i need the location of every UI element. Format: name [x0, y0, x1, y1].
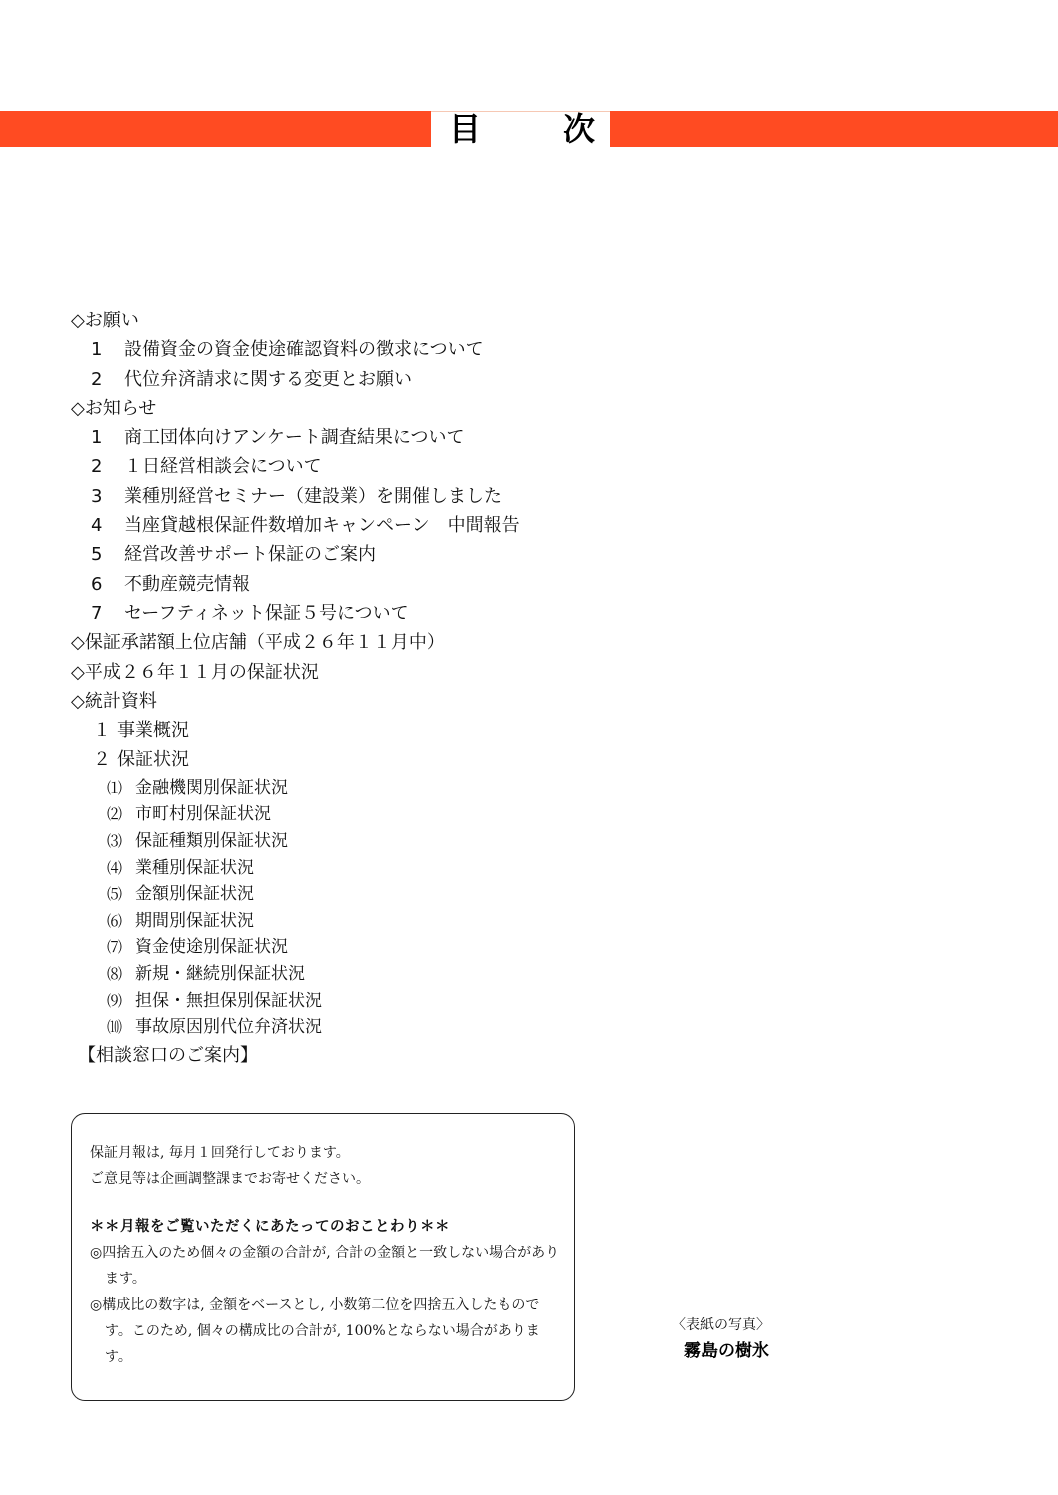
toc-subitem-number: ⑴ [107, 778, 123, 797]
toc-subitem-label: 業種別保証状況 [135, 857, 254, 878]
toc-item-label: 事業概況 [117, 720, 189, 742]
toc-subitem-label: 金融機関別保証状況 [135, 777, 288, 798]
toc-item [71, 540, 691, 569]
page-title [431, 111, 610, 147]
notice-box [71, 1113, 575, 1401]
toc-item-label: 代位弁済請求に関する変更とお願い [124, 368, 412, 390]
toc-item-number: 1 [91, 427, 103, 449]
title-bar-left-stripe [0, 111, 431, 147]
toc-item-number: 4 [91, 515, 103, 537]
toc-subitem-number: ⑷ [107, 858, 123, 877]
toc-item-number: ２ [93, 749, 111, 771]
toc-subitem [71, 988, 691, 1015]
toc-item-label: 設備資金の資金使途確認資料の徴求について [124, 339, 484, 361]
toc-item-number: 2 [91, 368, 103, 390]
toc-item-label: １日経営相談会について [124, 456, 322, 478]
notice-ratio-note: ◎構成比の数字は, 金額をベースとし, 小数第二位を四捨五入したものです。このため, 個々の構成比の合計が, 100%とならない場合があります。 [90, 1297, 540, 1365]
toc-subitem-number: ⑵ [107, 805, 123, 824]
toc-subitem-label: 金額別保証状況 [135, 884, 254, 905]
page-title-char-1: 目 [449, 110, 482, 148]
toc-subitem [71, 1014, 691, 1041]
toc-subitem [71, 908, 691, 935]
toc-item [71, 423, 691, 452]
toc-item-number: 3 [91, 485, 103, 507]
toc-item [71, 745, 691, 774]
toc-item-number: 6 [91, 573, 103, 595]
toc-subitem-number: ⑹ [107, 911, 123, 930]
notice-publication-line: 保証月報は, 毎月１回発行しております。 [90, 1145, 350, 1161]
notice-feedback-line: ご意見等は企画調整課までお寄せください。 [90, 1171, 370, 1187]
cover-photo-caption [672, 1314, 832, 1363]
toc-subitem-number: ⑺ [107, 938, 123, 957]
table-of-contents [71, 306, 691, 1070]
toc-consultation-window: 【相談窓口のご案内】 [78, 1044, 258, 1066]
toc-subitem [71, 828, 691, 855]
toc-subitem-label: 資金使途別保証状況 [135, 937, 288, 958]
toc-subitem [71, 775, 691, 802]
toc-item [71, 335, 691, 364]
toc-subitem-number: ⑸ [107, 885, 123, 904]
toc-item [71, 599, 691, 628]
toc-item-label: 保証状況 [117, 749, 189, 771]
toc-item-label: セーフティネット保証５号について [124, 602, 409, 624]
toc-section-heading: ◇保証承諾額上位店舗（平成２６年１１月中） [71, 632, 445, 654]
toc-section-heading: ◇平成２６年１１月の保証状況 [71, 661, 319, 683]
toc-item-label: 不動産競売情報 [124, 573, 250, 595]
toc-item-number: 2 [91, 456, 103, 478]
toc-subitem-label: 担保・無担保別保証状況 [135, 990, 322, 1011]
title-bar-right-stripe [610, 111, 1058, 147]
page-title-char-2: 次 [562, 110, 595, 148]
toc-item [71, 570, 691, 599]
toc-subitem-label: 期間別保証状況 [135, 910, 254, 931]
notice-rounding-note: ◎四捨五入のため個々の金額の合計が, 合計の金額と一致しない場合があります。 [90, 1245, 560, 1287]
toc-subitem-number: ⑻ [107, 964, 123, 983]
notice-disclaimer-heading: ＊＊月報をご覧いただくにあたってのおことわり＊＊ [90, 1219, 450, 1235]
toc-item-label: 業種別経営セミナー（建設業）を開催しました [124, 485, 502, 507]
toc-item-number: 5 [91, 544, 103, 566]
toc-item [71, 511, 691, 540]
toc-subitem-number: ⑼ [107, 991, 123, 1010]
toc-subitem [71, 961, 691, 988]
cover-photo-label: 〈表紙の写真〉 [672, 1317, 770, 1333]
toc-subitem [71, 855, 691, 882]
toc-section-heading: ◇お知らせ [71, 397, 157, 419]
toc-subitem [71, 801, 691, 828]
toc-item-label: 当座貸越根保証件数増加キャンペーン 中間報告 [124, 515, 520, 537]
toc-item-label: 経営改善サポート保証のご案内 [124, 544, 376, 566]
toc-subitem-label: 市町村別保証状況 [135, 804, 271, 825]
toc-item-number: 1 [91, 339, 103, 361]
toc-subitem-label: 保証種類別保証状況 [135, 830, 288, 851]
toc-item [71, 452, 691, 481]
cover-photo-title: 霧島の樹氷 [684, 1341, 769, 1361]
toc-item [71, 365, 691, 394]
toc-subitem-number: ⑶ [107, 831, 123, 850]
toc-item [71, 482, 691, 511]
toc-subitem-label: 新規・継続別保証状況 [135, 963, 305, 984]
toc-item [71, 716, 691, 745]
toc-item-label: 商工団体向けアンケート調査結果について [124, 427, 465, 449]
toc-section-heading: ◇統計資料 [71, 690, 157, 712]
toc-subitem-number: ⑽ [107, 1018, 123, 1037]
toc-item-number: 7 [91, 602, 103, 624]
toc-subitem-label: 事故原因別代位弁済状況 [135, 1017, 322, 1038]
toc-section-heading: ◇お願い [71, 310, 139, 331]
toc-item-number: １ [93, 720, 111, 742]
toc-subitem [71, 881, 691, 908]
title-bar [0, 111, 1058, 147]
toc-subitem [71, 934, 691, 961]
